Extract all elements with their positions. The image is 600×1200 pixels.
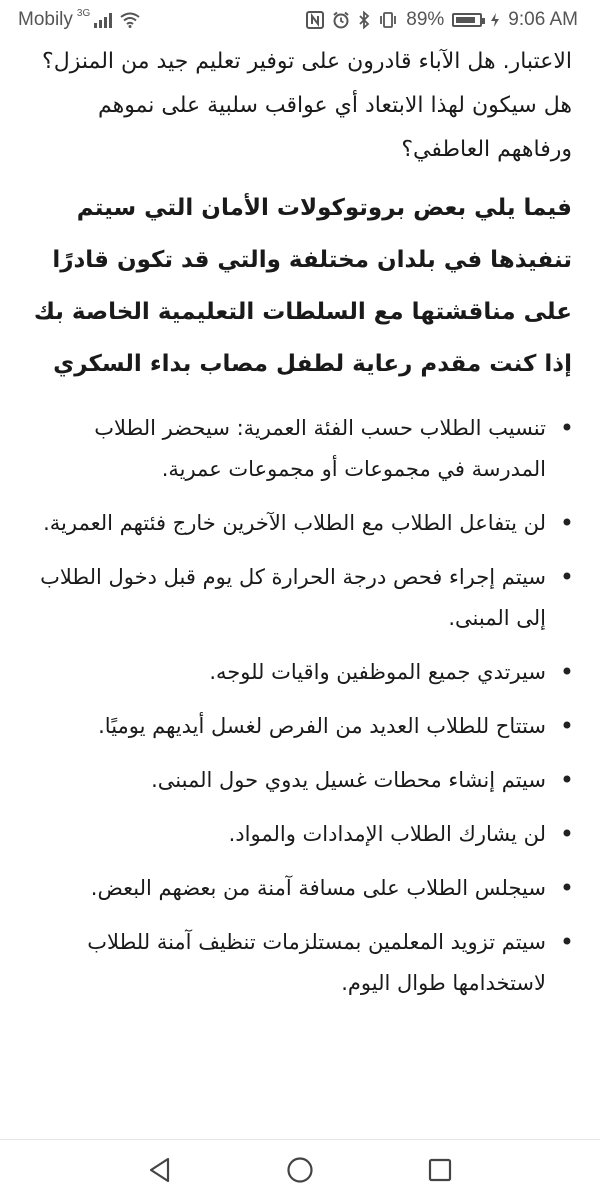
list-item: • سيتم إنشاء محطات غسيل يدوي حول المبنى.: [20, 760, 546, 801]
clock-time: 9:06 AM: [508, 9, 578, 30]
charging-icon: [490, 13, 500, 27]
wifi-icon: [120, 12, 140, 28]
alarm-icon: [332, 11, 350, 29]
back-button[interactable]: [140, 1150, 180, 1190]
list-item: • تنسيب الطلاب حسب الفئة العمرية: سيحضر الطلاب المدرسة في مجموعات أو مجموعات عمرية.: [20, 408, 546, 490]
list-item: • سيجلس الطلاب على مسافة آمنة من بعضهم البعض.: [20, 868, 546, 909]
protocol-list: [20, 408, 572, 1004]
battery-percent: 89%: [406, 9, 445, 30]
back-triangle-icon: [148, 1157, 172, 1183]
article-content: [20, 40, 572, 1128]
content-fade: [0, 1104, 600, 1140]
section-heading: فيما يلي بعض بروتوكولات الأمان التي سيتم تنفيذها في بلدان مختلفة والتي قد تكون قادرًا على مناقشتها مع السلطات التعليمية الخاصة بك إذا كنت مقدم رعاية لطفل مصاب بداء السكري: [33, 195, 572, 377]
nfc-icon: [306, 11, 324, 29]
list-item: • لن يشارك الطلاب الإمدادات والمواد.: [20, 814, 546, 855]
navigation-bar: [0, 1139, 600, 1200]
status-left: [18, 9, 140, 31]
carrier-name: Mobily: [18, 9, 73, 30]
list-item: • لن يتفاعل الطلاب مع الطلاب الآخرين خارج فئتهم العمرية.: [20, 503, 546, 544]
signal-icon: [94, 12, 112, 28]
list-item: • سيرتدي جميع الموظفين واقيات للوجه.: [20, 652, 546, 693]
intro-line-1: الاعتبار. هل الآباء قادرون على توفير تعليم جيد من المنزل؟: [42, 49, 572, 74]
list-item: • سيتم تزويد المعلمين بمستلزمات تنظيف آمنة للطلاب لاستخدامها طوال اليوم.: [20, 922, 546, 1004]
battery-icon: [452, 13, 482, 27]
recents-square-icon: [428, 1158, 452, 1182]
list-item: • ستتاح للطلاب العديد من الفرص لغسل أيديهم يوميًا.: [20, 706, 546, 747]
battery-fill: [456, 17, 475, 23]
recents-button[interactable]: [420, 1150, 460, 1190]
status-bar: [0, 0, 600, 40]
bluetooth-icon: [358, 11, 370, 29]
list-item: • سيتم إجراء فحص درجة الحرارة كل يوم قبل دخول الطلاب إلى المبنى.: [20, 557, 546, 639]
status-right: [306, 9, 578, 31]
home-circle-icon: [286, 1156, 314, 1184]
intro-line-2: هل سيكون لهذا الابتعاد أي عواقب سلبية على نموهم ورفاههم العاطفي؟: [97, 93, 572, 162]
home-button[interactable]: [280, 1150, 320, 1190]
network-type: 3G: [76, 7, 91, 19]
vibrate-icon: [378, 11, 398, 29]
